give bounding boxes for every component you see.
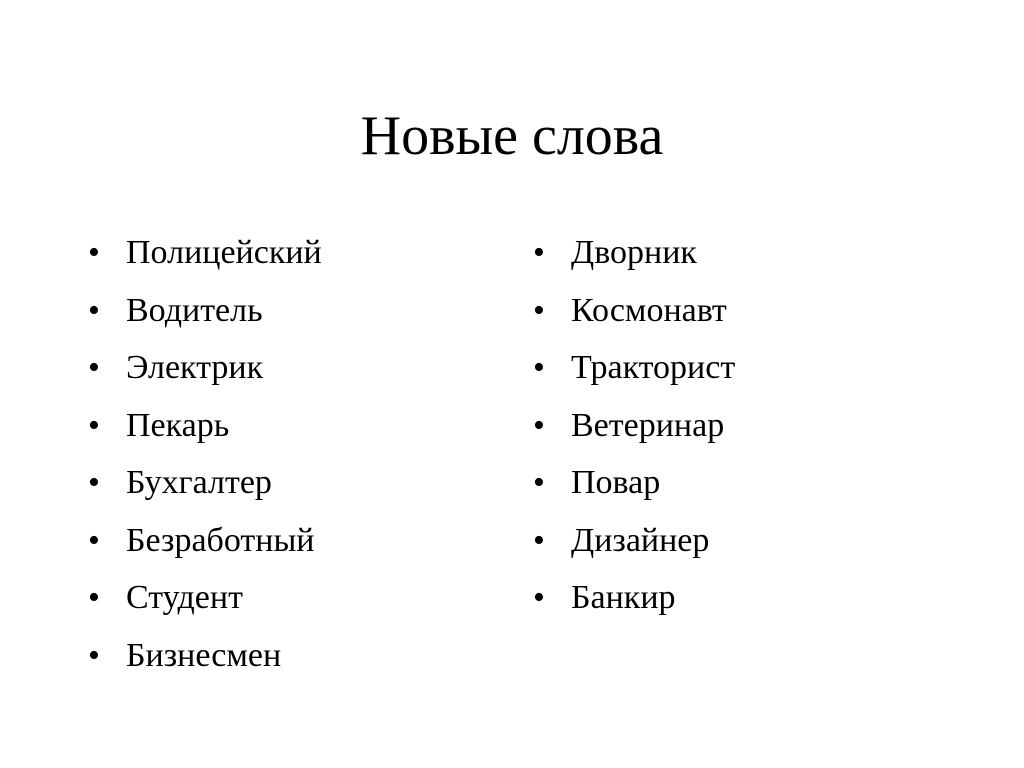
list-item <box>88 454 322 512</box>
bullet-icon: • <box>88 464 100 501</box>
word-label: Повар <box>571 464 661 501</box>
list-item <box>88 512 322 570</box>
list-item <box>533 569 735 627</box>
bullet-icon: • <box>533 349 545 386</box>
word-label: Бухгалтер <box>126 464 272 501</box>
word-label: Полицейский <box>126 234 322 271</box>
list-item <box>88 339 322 397</box>
list-item <box>88 569 322 627</box>
bullet-icon: • <box>88 636 100 674</box>
word-label: Банкир <box>571 579 676 616</box>
word-label: Водитель <box>126 291 263 329</box>
word-label: Пекарь <box>126 406 230 444</box>
list-item <box>533 397 735 455</box>
bullet-icon: • <box>88 406 100 444</box>
bullet-icon: • <box>88 291 100 329</box>
list-item <box>533 339 735 397</box>
word-label: Бизнесмен <box>126 636 282 674</box>
bullet-icon: • <box>533 234 545 271</box>
word-label: Дворник <box>571 234 697 271</box>
bullet-icon: • <box>533 406 545 444</box>
list-item <box>533 224 735 282</box>
list-item <box>533 512 735 570</box>
bullet-icon: • <box>88 349 100 386</box>
word-label: Безработный <box>126 521 315 559</box>
list-item <box>533 454 735 512</box>
word-label: Студент <box>126 579 243 616</box>
list-item <box>88 224 322 282</box>
right-word-list <box>533 224 735 627</box>
word-label: Космонавт <box>571 291 727 329</box>
list-item <box>88 282 322 340</box>
word-label: Дизайнер <box>571 521 710 559</box>
bullet-icon: • <box>533 521 545 559</box>
list-item <box>88 397 322 455</box>
bullet-icon: • <box>88 521 100 559</box>
word-label: Тракторист <box>571 349 736 386</box>
list-item <box>533 282 735 340</box>
bullet-icon: • <box>533 464 545 501</box>
bullet-icon: • <box>533 291 545 329</box>
left-word-list <box>88 224 322 684</box>
word-label: Ветеринар <box>571 406 725 444</box>
word-label: Электрик <box>126 349 264 386</box>
bullet-icon: • <box>88 234 100 271</box>
slide-title: Новые слова <box>360 105 664 167</box>
list-item <box>88 627 322 685</box>
bullet-icon: • <box>533 579 545 616</box>
bullet-icon: • <box>88 579 100 616</box>
